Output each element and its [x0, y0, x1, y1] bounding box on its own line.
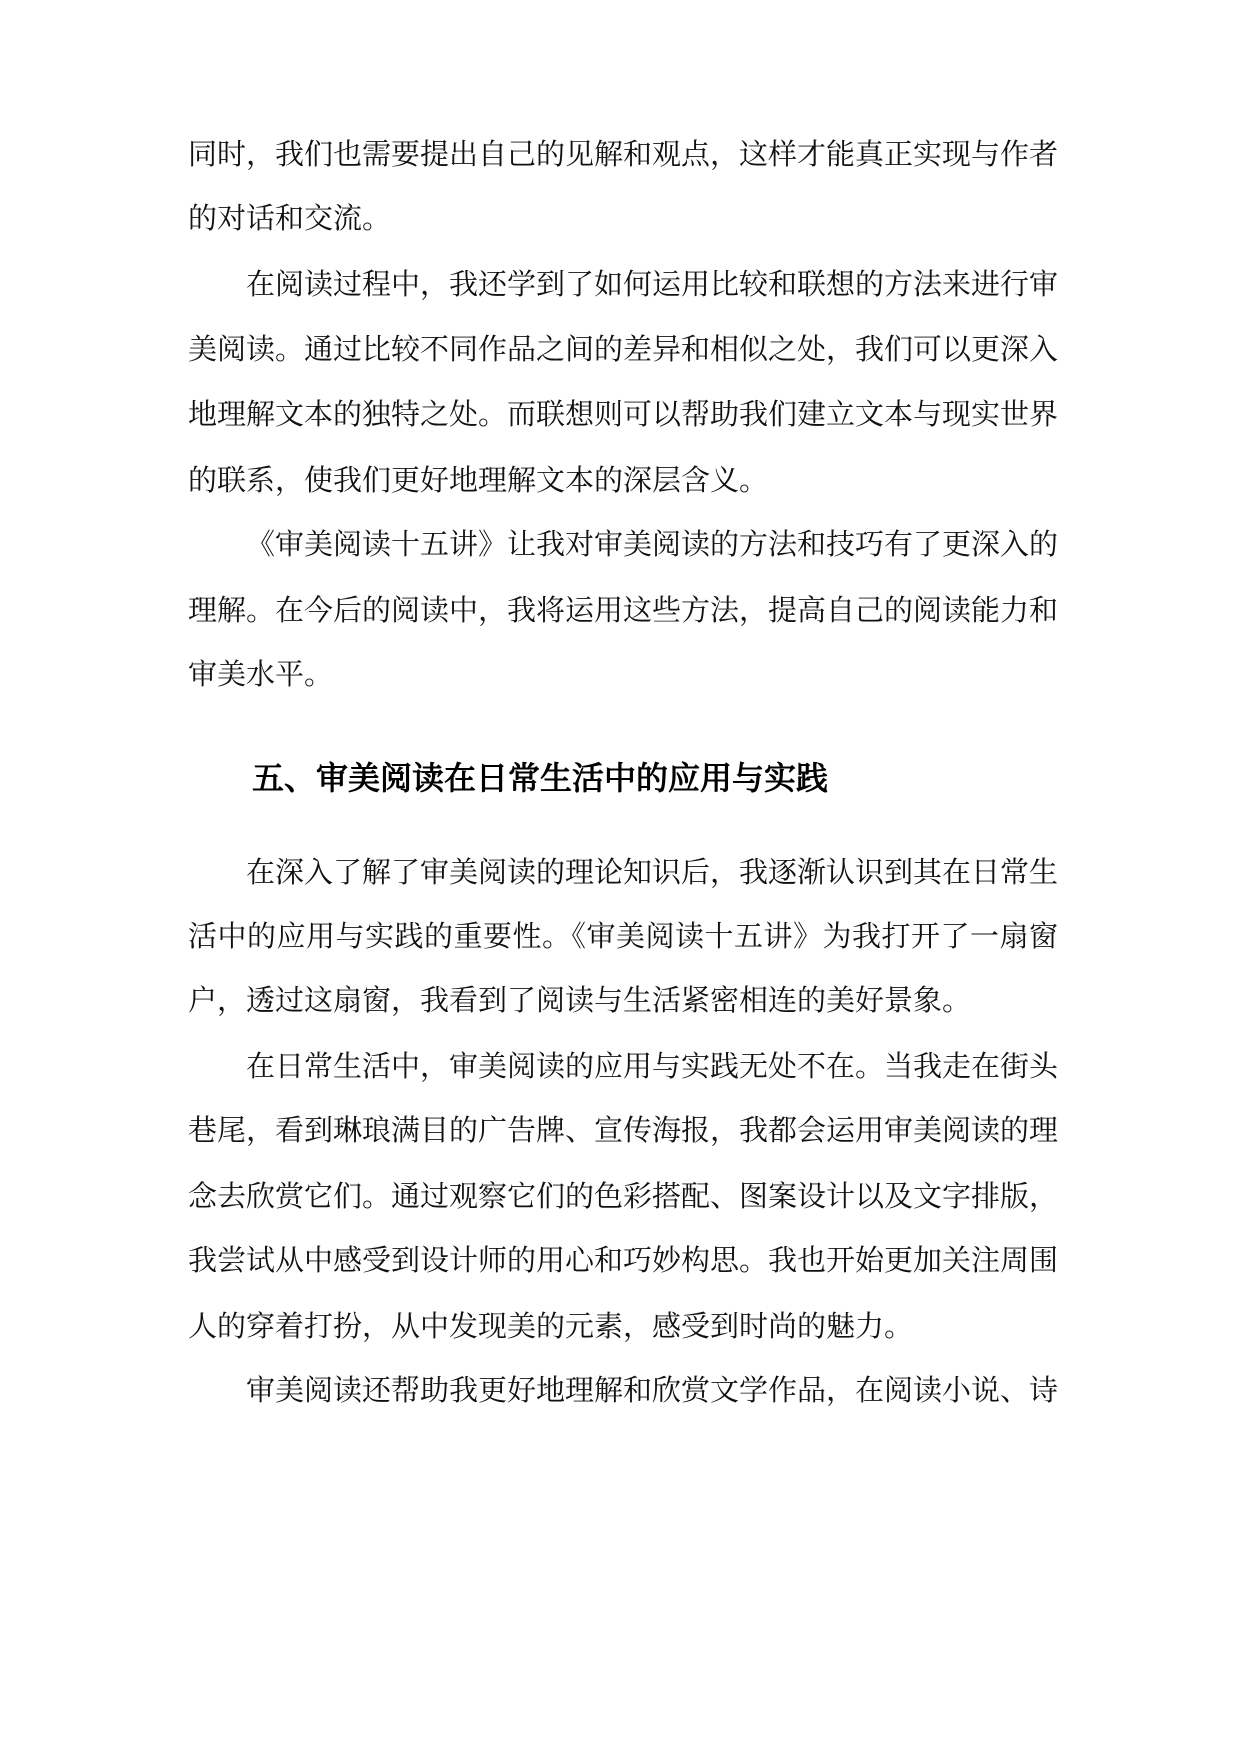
- section-heading: 五、审美阅读在日常生活中的应用与实践: [252, 759, 829, 797]
- paragraph-line: 审美水平。: [188, 657, 334, 691]
- paragraph-line: 《审美阅读十五讲》让我对审美阅读的方法和技巧有了更深入的: [246, 527, 1059, 561]
- paragraph-line: 理解。在今后的阅读中，我将运用这些方法，提高自己的阅读能力和: [188, 593, 1059, 627]
- paragraph-line: 念去欣赏它们。通过观察它们的色彩搭配、图案设计以及文字排版，: [188, 1179, 1059, 1213]
- paragraph-line: 我尝试从中感受到设计师的用心和巧妙构思。我也开始更加关注周围: [188, 1243, 1059, 1277]
- paragraph-line: 户，透过这扇窗，我看到了阅读与生活紧密相连的美好景象。: [188, 983, 972, 1017]
- paragraph-line: 在阅读过程中，我还学到了如何运用比较和联想的方法来进行审: [246, 267, 1059, 301]
- paragraph-line: 活中的应用与实践的重要性。《审美阅读十五讲》为我打开了一扇窗: [188, 919, 1058, 953]
- paragraph-line: 地理解文本的独特之处。而联想则可以帮助我们建立文本与现实世界: [188, 397, 1059, 431]
- paragraph-line: 在日常生活中，审美阅读的应用与实践无处不在。当我走在街头: [246, 1049, 1059, 1083]
- paragraph-line: 在深入了解了审美阅读的理论知识后，我逐渐认识到其在日常生: [246, 855, 1059, 889]
- paragraph-line: 同时，我们也需要提出自己的见解和观点，这样才能真正实现与作者: [188, 137, 1059, 171]
- paragraph-line: 审美阅读还帮助我更好地理解和欣赏文学作品，在阅读小说、诗: [246, 1373, 1059, 1407]
- paragraph-line: 人的穿着打扮，从中发现美的元素，感受到时尚的魅力。: [188, 1309, 914, 1343]
- paragraph-line: 的对话和交流。: [188, 201, 392, 235]
- paragraph-line: 巷尾，看到琳琅满目的广告牌、宣传海报，我都会运用审美阅读的理: [188, 1113, 1059, 1147]
- paragraph-line: 的联系，使我们更好地理解文本的深层含义。: [188, 463, 769, 497]
- paragraph-line: 美阅读。通过比较不同作品之间的差异和相似之处，我们可以更深入: [188, 332, 1059, 366]
